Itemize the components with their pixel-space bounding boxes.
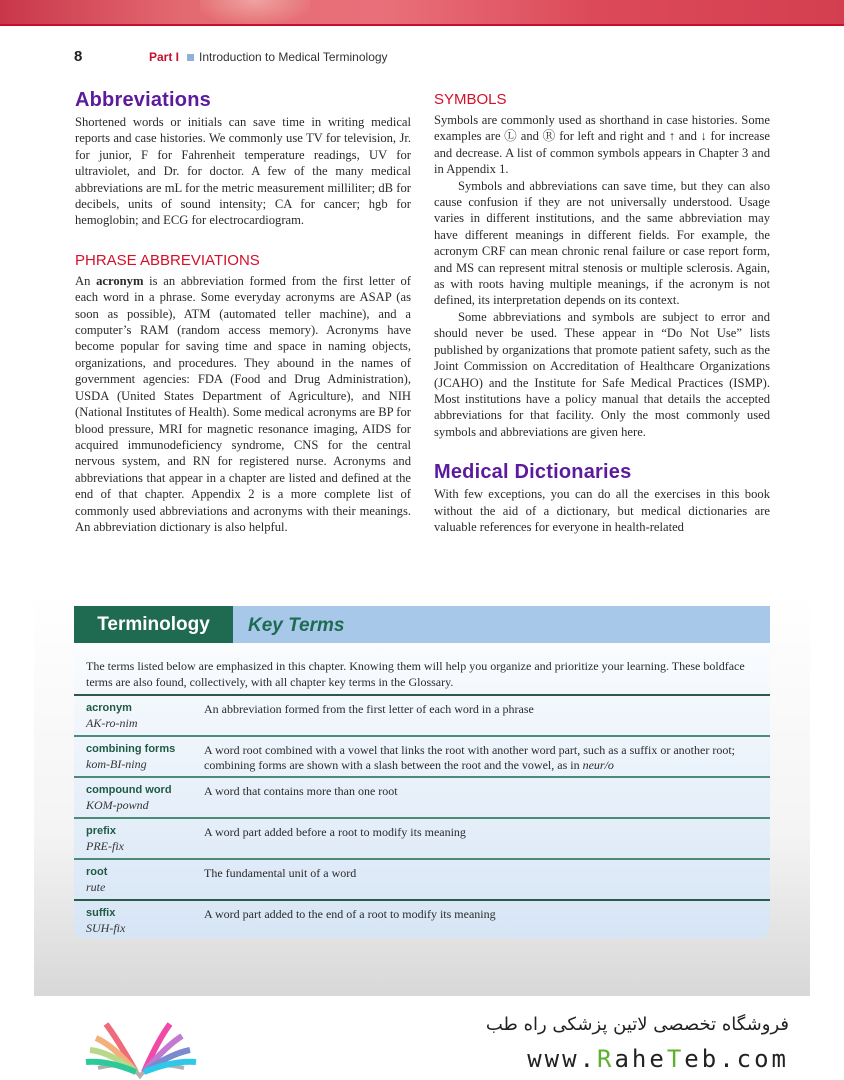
term-definition: A word part added before a root to modify its meaning <box>204 825 466 839</box>
term-name: prefix <box>86 825 116 837</box>
key-term-row <box>74 735 770 776</box>
acronym-term: acronym <box>96 273 144 288</box>
term-pronunciation: PRE-fix <box>86 839 124 853</box>
key-terms-title: Key Terms <box>248 615 345 636</box>
store-url[interactable] <box>527 1045 789 1073</box>
term-name: suffix <box>86 907 116 919</box>
term-pronunciation: SUH-fix <box>86 921 126 935</box>
url-part: R <box>597 1045 615 1073</box>
key-term-row <box>74 694 770 735</box>
term-pronunciation: AK-ro-nim <box>86 716 138 730</box>
page-number: 8 <box>74 48 83 65</box>
term-definition: A word part added to the end of a root to modify its meaning <box>204 907 496 921</box>
key-terms-box <box>74 606 770 938</box>
term-pronunciation: rute <box>86 880 106 894</box>
term-pronunciation: kom-BI-ning <box>86 757 147 771</box>
store-name-persian: فروشگاه تخصصی لاتین پزشکی راه طب <box>485 1014 789 1035</box>
url-part: ahe <box>614 1045 667 1073</box>
open-book-logo-icon <box>78 1010 204 1080</box>
key-terms-intro: The terms listed below are emphasized in this chapter. Knowing them will help you organize and prioritize your learning. These boldface terms are also found, collectively, with all chapter key terms in the Glossary. <box>86 659 745 689</box>
text-span: An <box>75 273 97 288</box>
symbols-paragraph-2: Symbols and abbreviations can save time, but they can also cause confusion if they are not universally understood. Usage varies in different institutions, and the same abbreviation may have different meanings in different fields. For example, the acronym CRF can mean chronic renal failure or case report form, and MS can represent mitral stenosis or multiple sclerosis. Again, as with roots having multiple meanings, if the acronym is not defined, its interpretation depends on its context. <box>434 178 770 308</box>
phrase-abbreviations-heading: PHRASE ABBREVIATIONS <box>75 251 260 269</box>
terminology-tab: Terminology <box>74 606 233 643</box>
key-term-row <box>74 776 770 817</box>
phrase-abbreviations-paragraph <box>75 273 411 536</box>
banner-illustration <box>200 0 310 24</box>
url-part: T <box>666 1045 685 1073</box>
term-name: combining forms <box>86 743 176 755</box>
top-banner <box>0 0 844 26</box>
running-header <box>74 48 784 68</box>
definition-text: A word root combined with a vowel that links the root with another word part, such as a suffix or another root; combining forms are shown with a slash between the root and the vowel, as in <box>204 743 735 772</box>
key-term-row <box>74 817 770 858</box>
symbols-heading: SYMBOLS <box>434 91 507 108</box>
term-definition <box>204 743 760 773</box>
part-title: Introduction to Medical Terminology <box>199 50 388 64</box>
key-terms-header <box>74 606 770 643</box>
key-term-row <box>74 858 770 899</box>
definition-example: neur/o <box>582 758 614 772</box>
term-definition: An abbreviation formed from the first letter of each word in a phrase <box>204 702 534 716</box>
part-label: Part I <box>149 50 180 64</box>
abbreviations-paragraph: Shortened words or initials can save time in writing medical reports and case histories. We commonly use TV for television, Jr. for junior, F for Fahrenheit temperature readings, UV for ultraviolet, and Dr. for doctor. A few of the many medical abbreviations are mL for the metric measurement milliliter; dB for decibels, units of sound intensity; CA for cancer; hgb for hemoglobin; and ECG for electrocardiogram. <box>75 115 411 228</box>
medical-dictionaries-heading: Medical Dictionaries <box>434 461 632 484</box>
term-definition: The fundamental unit of a word <box>204 866 357 880</box>
right-column <box>434 88 770 535</box>
symbols-paragraph-3: Some abbreviations and symbols are subject to error and should never be used. These appear in “Do Not Use” lists published by organizations that promote patient safety, such as the Joint Commission on Accreditation of Healthcare Organizations (JCAHO) and the Institute for Safe Medical Practices (ISMP). Most institutions have a policy manual that details the accepted abbreviations for that facility. Only the most commonly used symbols and abbreviations are given here. <box>434 309 770 439</box>
url-part: www. <box>527 1045 598 1073</box>
url-part: eb.com <box>684 1045 789 1073</box>
term-name: compound word <box>86 784 172 796</box>
term-definition: A word that contains more than one root <box>204 784 398 798</box>
text-span: is an abbreviation formed from the first letter of each word in a phrase. Some everyday acronyms are ASAP (as soon as possible), ATM (automated teller machine), and a computer’s RAM (random access memory). Acronyms have become popular for saving time and space in naming objects, organizations, and procedures. They abound in the names of government agencies: FDA (Food and Drug Administration), USDA (United States Department of Agriculture), and NIH (National Institutes of Health). Some medical acronyms are BP for blood pressure, MRI for magnetic resonance imaging, AIDS for acquired immunodeficiency syndrome, CNS for the central nervous system, and RN for registered nurse. Acronyms and abbreviations that appear in a chapter are listed and defined at the end of that chapter. Appendix 2 is a more complete list of commonly used abbreviations and acronyms with their meanings. An abbreviation dictionary is also helpful. <box>75 273 411 534</box>
symbols-paragraph-1: Symbols are commonly used as shorthand in case histories. Some examples are Ⓛ and Ⓡ for left and right and ↑ and ↓ for increase and decrease. A list of common symbols appears in Chapter 3 and in Appendix 1. <box>434 113 770 177</box>
term-name: root <box>86 866 108 878</box>
medical-dictionaries-paragraph: With few exceptions, you can do all the exercises in this book without the aid of a dictionary, but medical dictionaries are valuable references for everyone in health-related <box>434 487 770 534</box>
square-bullet-icon <box>187 54 194 61</box>
key-terms-list <box>74 694 770 940</box>
left-column <box>75 88 411 535</box>
term-pronunciation: KOM-pownd <box>86 798 149 812</box>
abbreviations-heading: Abbreviations <box>75 89 211 111</box>
term-name: acronym <box>86 702 132 714</box>
key-term-row <box>74 899 770 940</box>
